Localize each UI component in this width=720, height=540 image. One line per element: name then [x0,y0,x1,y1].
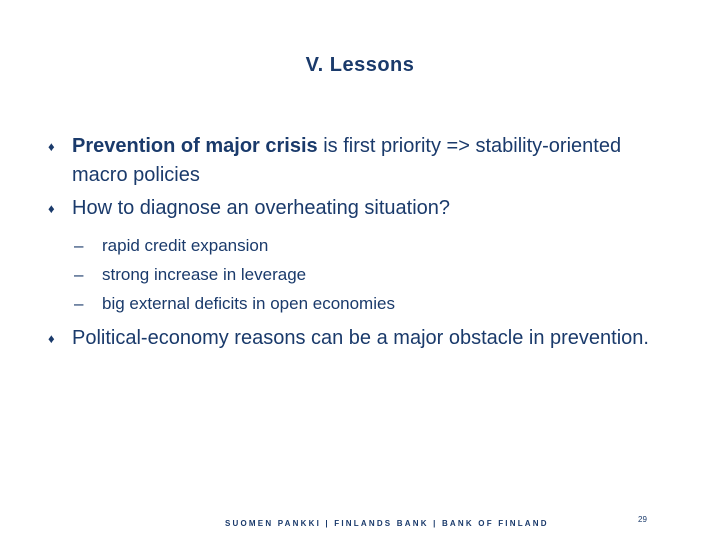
sub-bullet-text: big external deficits in open economies [102,294,395,313]
sub-bullet-item [74,260,666,289]
page-number: 29 [638,515,647,524]
bullet-item-prevention [46,132,666,190]
bullet-text: is first priority => stability-oriented macro policies [72,135,622,186]
sub-bullet-text: rapid credit expansion [102,236,269,255]
dash-bullet-icon: – [74,236,84,255]
bullet-item-diagnose [46,194,666,223]
dash-bullet-icon: – [74,294,84,313]
bullet-bold-text: Prevention of major crisis [72,135,318,157]
sub-bullet-list [46,231,666,318]
bullet-text: How to diagnose an overheating situation? [72,197,451,219]
diamond-bullet-icon: ♦ [48,139,55,154]
sub-bullet-item [74,289,666,318]
footer-bank-name: SUOMEN PANKKI | FINLANDS BANK | BANK OF FINLAND [225,519,549,528]
bullet-item-political-economy [46,324,666,353]
dash-bullet-icon: – [74,265,84,284]
diamond-bullet-icon: ♦ [48,331,55,346]
slide-title: V. Lessons [305,54,415,76]
sub-bullet-text: strong increase in leverage [102,265,307,284]
bullet-list [46,132,666,353]
diamond-bullet-icon: ♦ [48,201,55,216]
bullet-text: Political-economy reasons can be a major obstacle in prevention. [72,327,649,349]
sub-bullet-item [74,231,666,260]
